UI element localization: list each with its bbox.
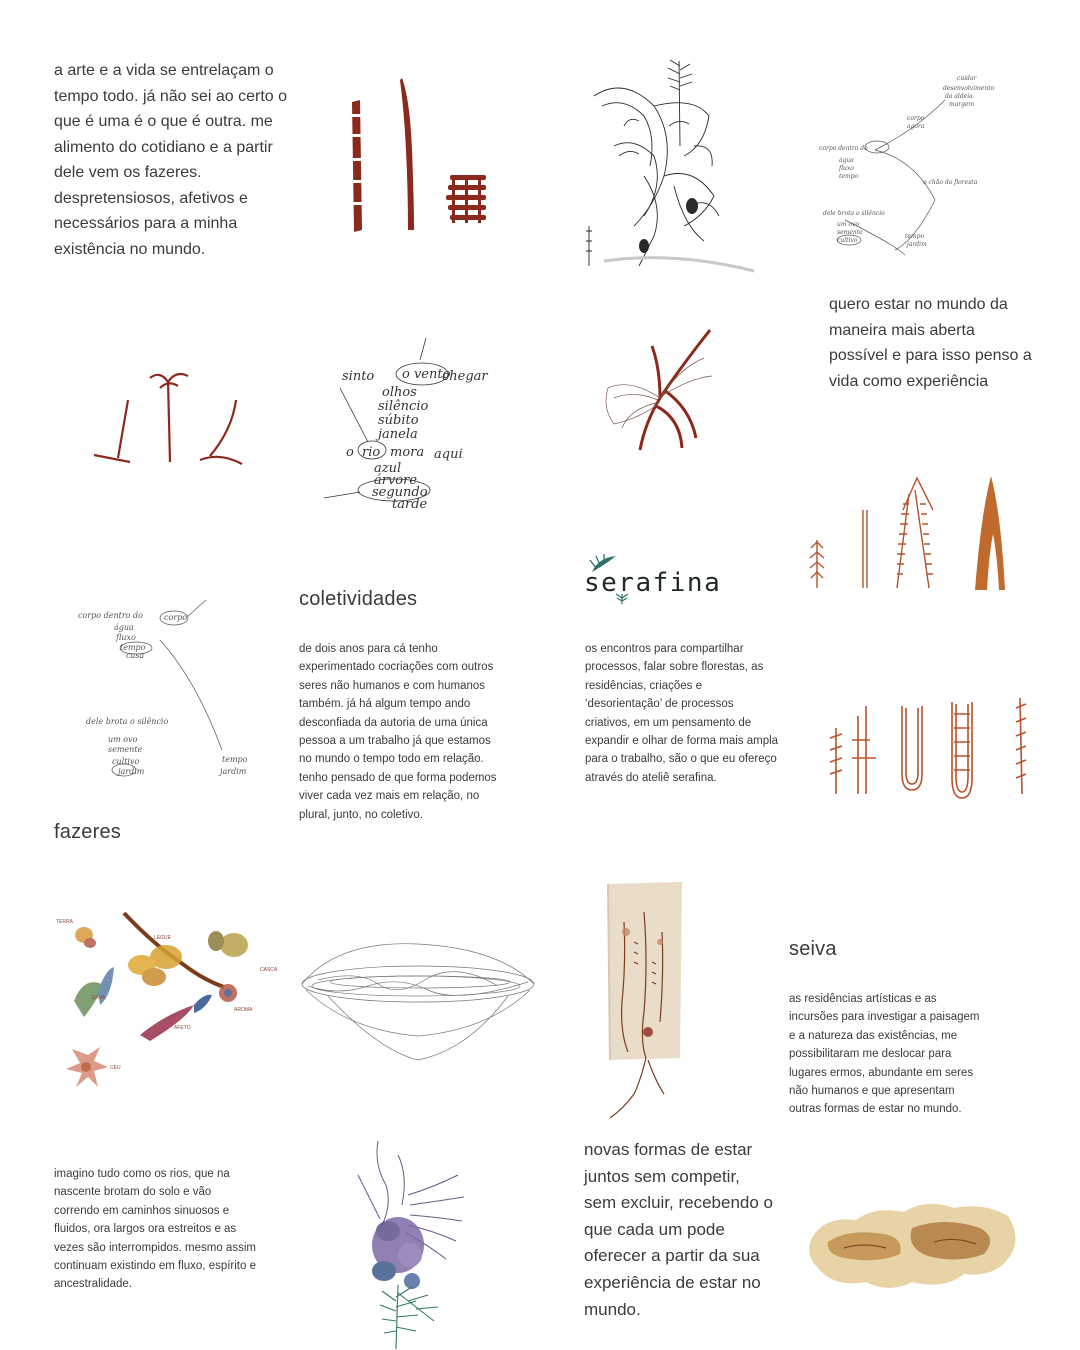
svg-text:silêncio: silêncio [378, 399, 429, 414]
svg-text:aqui: aqui [434, 447, 463, 462]
quote-open-paragraph: quero estar no mundo da maneira mais aberta possível e para isso penso a vida como experiência [829, 296, 1032, 390]
svg-text:jardim: jardim [118, 767, 145, 776]
svg-text:água: água [114, 623, 134, 632]
rios-paragraph: imagino tudo como os rios, que na nascente brotam do solo e vão correndo em caminhos sinuosos e fluidos, ora largos ora estreitos e as vezes são interrompidos. mesmo assim continuam existindo em fluxo, espírito e ancestralidade. [54, 1168, 256, 1291]
svg-text:corpo dentro do: corpo dentro do [78, 611, 143, 620]
svg-text:súbito: súbito [378, 413, 419, 428]
svg-text:tempo: tempo [120, 643, 146, 652]
stitch-sticks-drawing [826, 694, 1031, 799]
fabric-embroidery [604, 882, 686, 1122]
svg-text:AROMA: AROMA [234, 1007, 253, 1013]
svg-text:da aldeia: da aldeia [945, 93, 973, 100]
svg-text:olhos: olhos [382, 385, 417, 400]
svg-text:CASCA: CASCA [260, 967, 278, 973]
svg-text:TERRA: TERRA [56, 919, 73, 925]
svg-text:cuidar: cuidar [957, 75, 977, 82]
svg-text:casa: casa [126, 651, 145, 660]
svg-text:jardim: jardim [220, 767, 247, 776]
svg-text:tarde: tarde [392, 497, 428, 512]
serafina-logo-text: serafina [584, 568, 722, 598]
svg-text:ERVA: ERVA [92, 995, 106, 1001]
svg-text:tempo: tempo [839, 173, 859, 180]
serafina-paragraph: os encontros para compartilhar processos, falar sobre florestas, as residências, criações e ‘desorientação’ de processos criativos, em um pensamento de expandir e olhar de forma mais ampla para o trabalho, são o que eu ofereço através do ateliê serafina. [585, 643, 779, 784]
watercolor-seaweed [338, 1135, 468, 1350]
novas-formas-paragraph: novas formas de estar juntos sem competir, sem excluir, recebendo o que cada um pode oferecer a partir da sua experiência de estar no mundo. [584, 1140, 773, 1319]
svg-text:CÉU: CÉU [110, 1065, 121, 1071]
svg-text:azul: azul [374, 461, 402, 476]
seiva-paragraph: as residências artísticas e as incursões para investigar a paisagem e a natureza das existências, me possibilitaram me deslocar para lugares ermos, abundante em seres não humanos e que apresentam outras formas de estar no mundo. [789, 993, 980, 1116]
svg-text:cultivo: cultivo [837, 237, 858, 244]
coletividades-paragraph: de dois anos para cá tenho experimentado cocriações com outros seres não humanos e com humanos também. já há algum tempo ando desconfiada da autoria de uma única pessoa a um trabalho já que estamos no mundo o tempo todo em relação. tenho pensado de que forma podemos viver cada vez mais em relação, no plural, junto, no coletivo. [299, 643, 497, 821]
svg-text:tempo: tempo [222, 755, 248, 764]
svg-text:AFETO: AFETO [174, 1025, 191, 1031]
svg-text:sinto: sinto [342, 369, 375, 384]
svg-text:LEGUE: LEGUE [154, 935, 171, 941]
svg-text:corpo dentro do: corpo dentro do [819, 145, 868, 152]
svg-text:água: água [839, 157, 854, 164]
svg-text:rio: rio [362, 445, 381, 460]
svg-text:árvore: árvore [374, 473, 418, 488]
svg-text:dele brota o silêncio: dele brota o silêncio [86, 717, 169, 726]
serafina-logo-sprout [614, 592, 630, 604]
mind-map-sketch-top [815, 70, 1015, 260]
intro-paragraph: a arte e a vida se entrelaçam o tempo todo. já não sei ao certo o que é uma é o que é outra. me alimento do cotidiano e a partir dele vem os fazeres. despretensiosos, afetivos e necessários para a minha existência no mundo. [54, 62, 288, 258]
svg-text:tempo: tempo [905, 233, 925, 240]
svg-text:um ovo: um ovo [837, 221, 860, 228]
svg-text:chegar: chegar [442, 369, 488, 384]
sepia-stain [804, 1198, 1022, 1294]
ink-plant-drawing [584, 56, 774, 276]
svg-text:margem: margem [949, 101, 975, 108]
svg-text:mora: mora [390, 445, 425, 460]
svg-text:segundo: segundo [372, 485, 428, 500]
thread-scribble [298, 940, 538, 1065]
svg-text:o vento: o vento [402, 367, 451, 382]
coletividades-heading: coletividades [299, 588, 418, 610]
svg-text:jardim: jardim [907, 241, 927, 248]
rust-brush-strokes [340, 70, 500, 240]
watercolor-flowers [54, 905, 276, 1090]
sprout-sticks-drawing [90, 370, 250, 470]
poem-sketch [320, 338, 500, 513]
svg-text:corpo: corpo [164, 613, 188, 622]
svg-text:cultivo: cultivo [112, 757, 140, 766]
red-plant-drawing [600, 328, 720, 453]
svg-text:fluxo: fluxo [839, 165, 854, 172]
svg-text:janela: janela [378, 427, 418, 442]
svg-text:semente: semente [837, 229, 863, 236]
serafina-logo [584, 554, 722, 604]
fazeres-heading: fazeres [54, 821, 121, 843]
svg-text:fluxo: fluxo [116, 633, 136, 642]
svg-text:desenvolvimento: desenvolvimento [943, 85, 995, 92]
svg-text:um ovo: um ovo [108, 735, 138, 744]
svg-text:o chão da floresta: o chão da floresta [923, 179, 978, 186]
seiva-heading: seiva [789, 938, 837, 960]
svg-text:dele brota o silêncio: dele brota o silêncio [823, 210, 885, 217]
svg-text:o: o [346, 445, 354, 460]
svg-text:agora: agora [907, 123, 925, 130]
svg-text:semente: semente [108, 745, 143, 754]
svg-text:corpo: corpo [907, 115, 925, 122]
mind-map-sketch-left [76, 600, 266, 790]
ladder-sticks-drawing [805, 474, 1010, 594]
